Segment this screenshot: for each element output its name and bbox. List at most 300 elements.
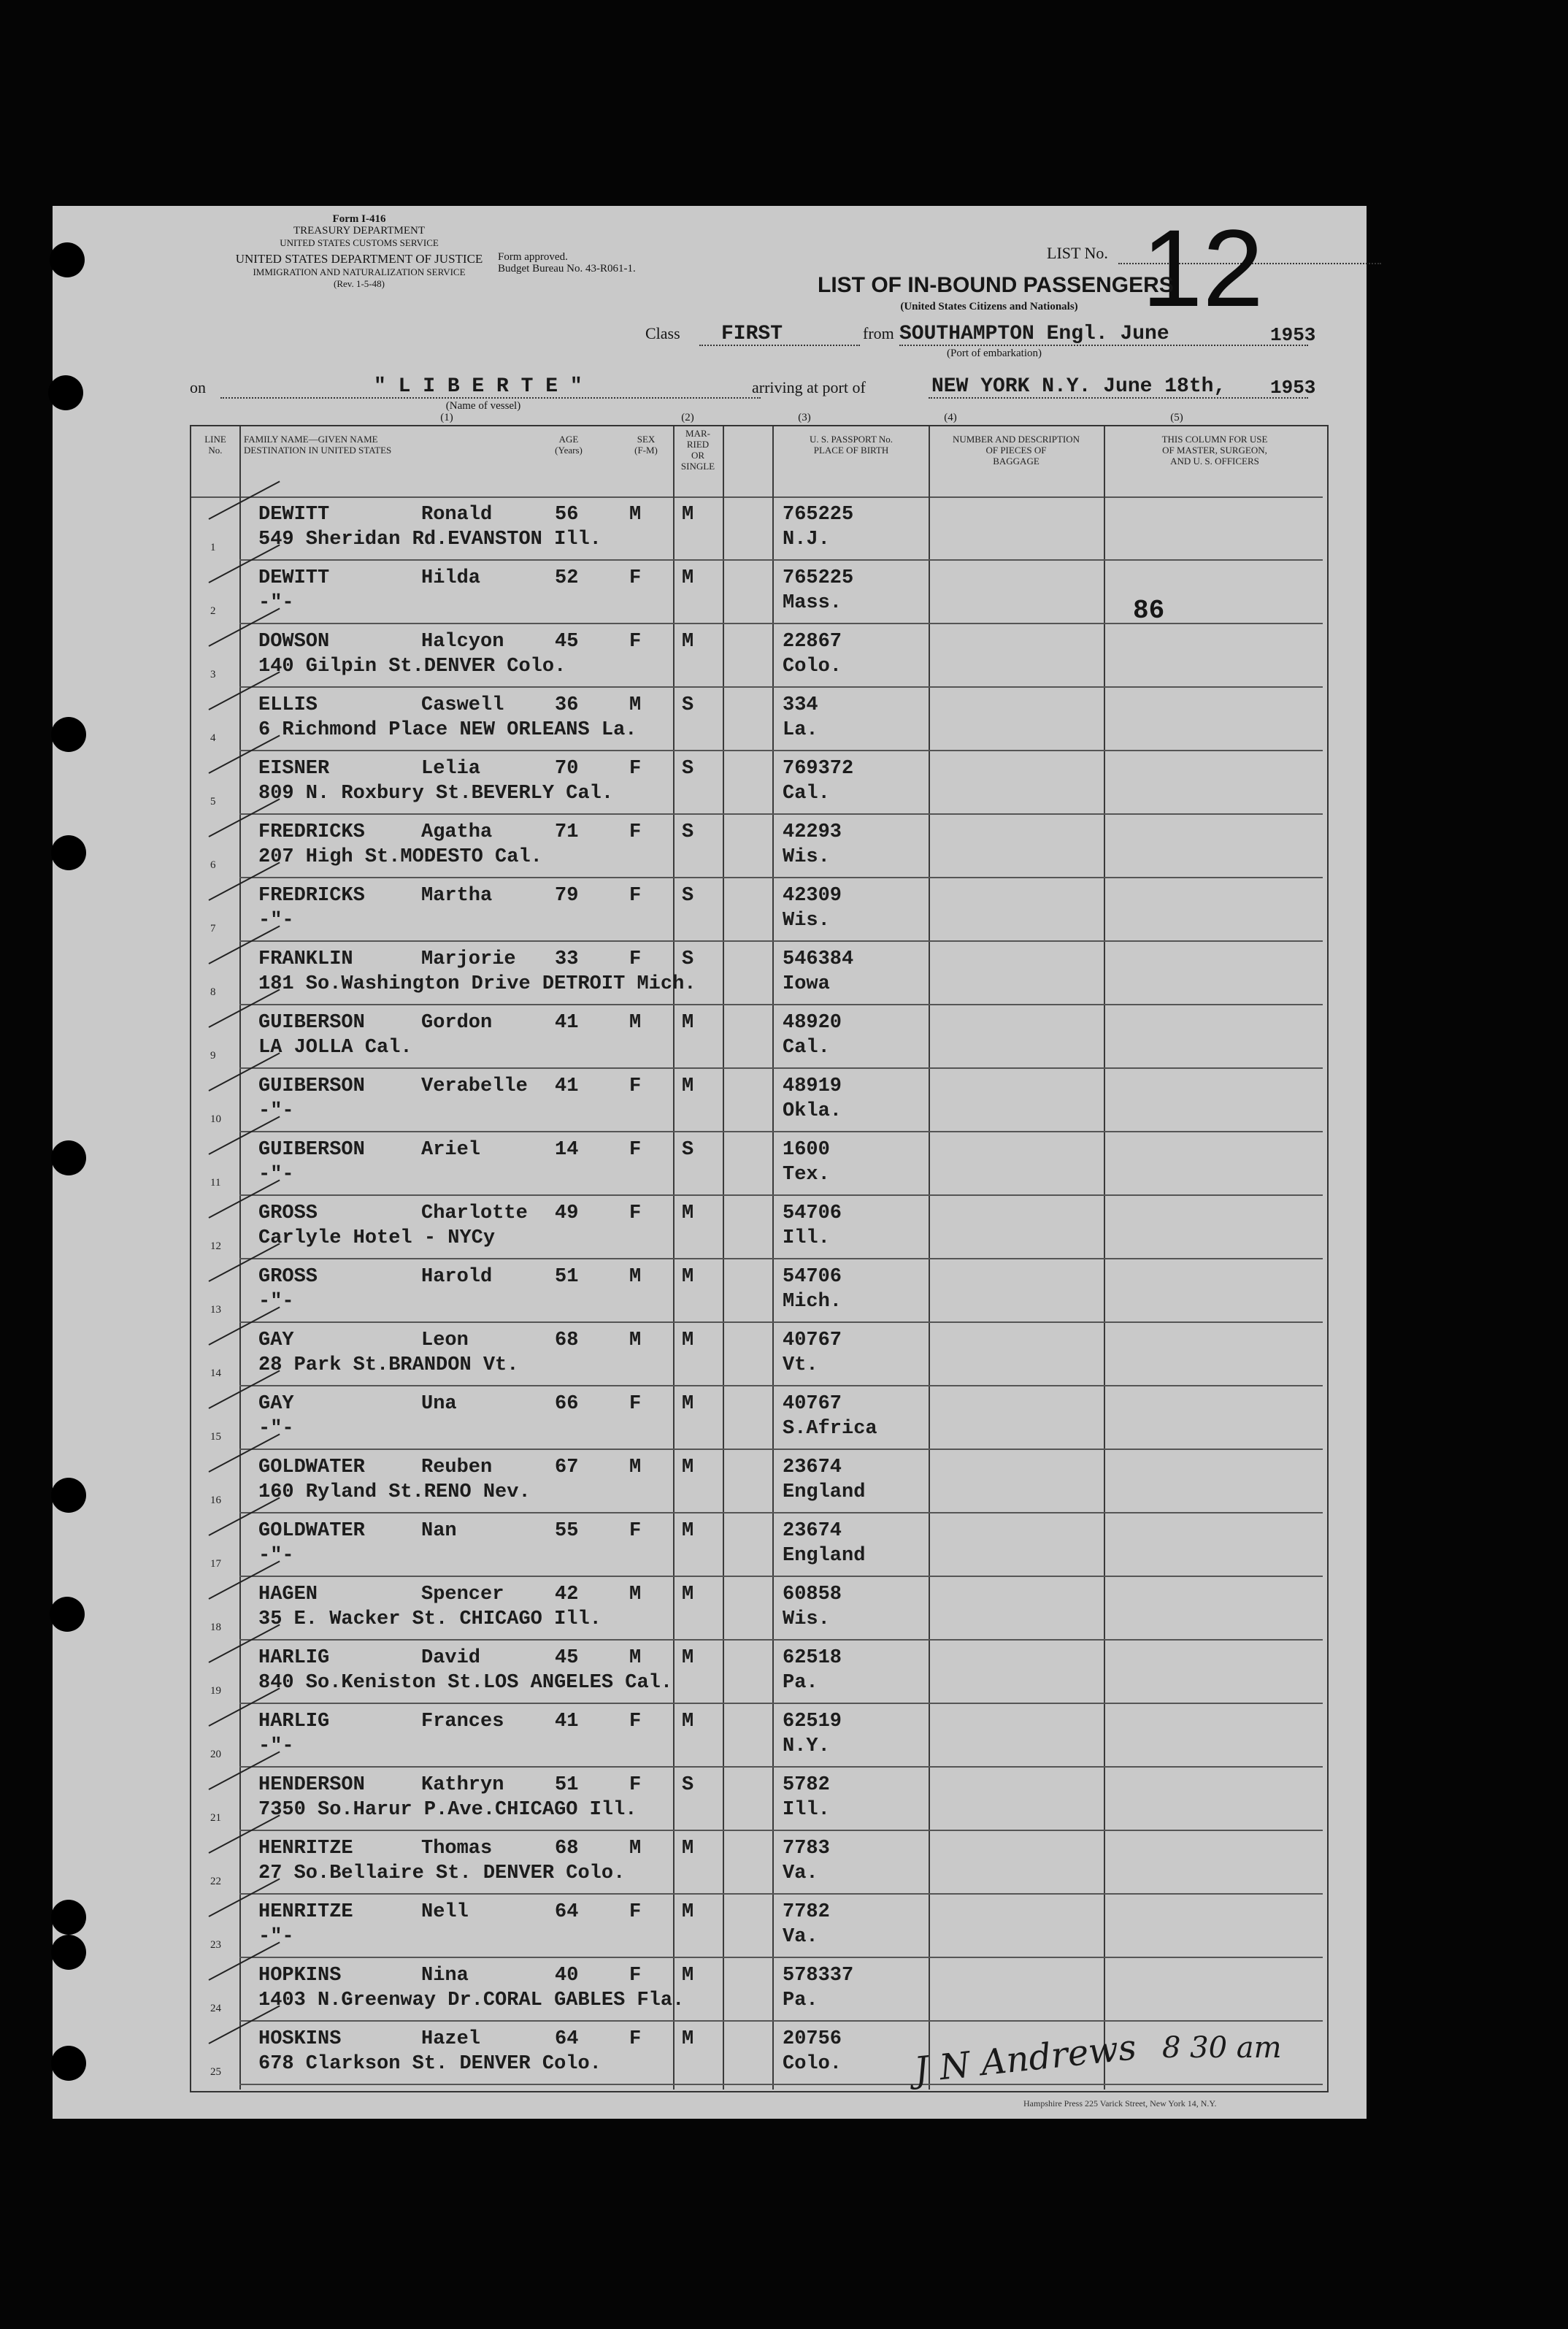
department-of-justice: UNITED STATES DEPARTMENT OF JUSTICE [235, 252, 483, 266]
cell-given: Harold [421, 1266, 493, 1288]
table-row [53, 1132, 1367, 1195]
cell-birth: S.Africa [783, 1418, 877, 1440]
cell-passport: 42309 [783, 885, 842, 907]
cell-ms: M [682, 1012, 694, 1034]
cell-sex: M [629, 1457, 642, 1478]
cell-family: FREDRICKS [258, 885, 365, 907]
cell-sex: F [629, 1202, 642, 1224]
cell-family: DEWITT [258, 567, 330, 589]
cell-family: FREDRICKS [258, 821, 365, 843]
punch-hole [51, 1140, 86, 1175]
col-header-age: AGE (Years) [555, 434, 583, 456]
cell-sex: F [629, 631, 642, 653]
cell-passport: 23674 [783, 1520, 842, 1542]
cell-family: EISNER [258, 758, 330, 780]
cell-sex: F [629, 1965, 642, 1987]
cell-passport: 22867 [783, 631, 842, 653]
line-number: 18 [210, 1622, 221, 1633]
cell-sex: F [629, 821, 642, 843]
cell-birth: N.J. [783, 529, 830, 550]
cell-given: Caswell [421, 694, 504, 716]
line-number: 11 [210, 1177, 221, 1189]
port-embark-caption: (Port of embarkation) [947, 348, 1042, 359]
year-embark: 1953 [1270, 324, 1316, 346]
vessel-name: " L I B E R T E " [374, 375, 583, 398]
cell-given: Kathryn [421, 1774, 504, 1796]
cell-given: Ronald [421, 504, 493, 526]
line-number: 25 [210, 2066, 221, 2078]
cell-sex: F [629, 1075, 642, 1097]
line-number: 14 [210, 1367, 221, 1379]
line-number: 5 [210, 796, 216, 807]
cell-dest: 840 So.Keniston St.LOS ANGELES Cal. [258, 1672, 673, 1694]
cell-sex: M [629, 1584, 642, 1605]
cell-family: HAGEN [258, 1584, 318, 1605]
line-number: 17 [210, 1558, 221, 1570]
cell-given: Nina [421, 1965, 469, 1987]
table-row [53, 814, 1367, 878]
cell-sex: F [629, 1393, 642, 1415]
table-row [53, 1957, 1367, 2021]
cell-age: 64 [555, 2028, 579, 2050]
punch-hole [51, 835, 86, 870]
cell-age: 41 [555, 1012, 579, 1034]
col-header-line-no: LINE No. [204, 434, 226, 456]
manifest-page [53, 206, 1367, 2119]
treasury-department: TREASURY DEPARTMENT [293, 225, 426, 237]
punch-hole [51, 1478, 86, 1513]
cell-given: Halcyon [421, 631, 504, 653]
cell-family: DEWITT [258, 504, 330, 526]
cell-birth: La. [783, 719, 818, 741]
cell-family: HENDERSON [258, 1774, 365, 1796]
cell-sex: F [629, 1901, 642, 1923]
cell-age: 67 [555, 1457, 579, 1478]
printer-imprint: Hampshire Press 225 Varick Street, New York 14, N.Y. [1023, 2098, 1217, 2109]
table-row [53, 1640, 1367, 1703]
punch-hole [48, 375, 83, 410]
col-number-4: (4) [944, 412, 957, 423]
cell-dest: 6 Richmond Place NEW ORLEANS La. [258, 719, 637, 741]
cell-passport: 48919 [783, 1075, 842, 1097]
cell-family: GUIBERSON [258, 1012, 365, 1034]
cell-age: 66 [555, 1393, 579, 1415]
cell-age: 42 [555, 1584, 579, 1605]
table-row [53, 1322, 1367, 1386]
cell-age: 64 [555, 1901, 579, 1923]
table-row [53, 1703, 1367, 1767]
cell-dest: Carlyle Hotel - NYCy [258, 1227, 496, 1249]
cell-dest: 1403 N.Greenway Dr.CORAL GABLES Fla. [258, 1990, 685, 2011]
row-rule [239, 2084, 1323, 2085]
cell-birth: Tex. [783, 1164, 830, 1186]
cell-birth: Colo. [783, 2053, 842, 2075]
cell-ms: S [682, 1774, 694, 1796]
cell-given: Martha [421, 885, 493, 907]
col-header-baggage: NUMBER AND DESCRIPTION OF PIECES OF BAGGAGE [952, 434, 1080, 467]
cell-family: HARLIG [258, 1647, 330, 1669]
line-number: 15 [210, 1431, 221, 1443]
line-number: 13 [210, 1304, 221, 1316]
cell-age: 52 [555, 567, 579, 589]
table-row [53, 1195, 1367, 1259]
cell-family: GUIBERSON [258, 1075, 365, 1097]
cell-ms: M [682, 504, 694, 526]
cell-dest: -"- [258, 592, 294, 614]
cell-birth: Wis. [783, 846, 830, 868]
line-number: 10 [210, 1113, 221, 1125]
table-row [53, 624, 1367, 687]
cell-passport: 62519 [783, 1711, 842, 1733]
cell-age: 51 [555, 1774, 579, 1796]
cell-birth: Ill. [783, 1799, 830, 1821]
cell-dest: 678 Clarkson St. DENVER Colo. [258, 2053, 602, 2075]
cell-sex: F [629, 1139, 642, 1161]
cell-ms: S [682, 758, 694, 780]
line-number: 22 [210, 1876, 221, 1887]
line-number: 7 [210, 923, 216, 935]
line-number: 16 [210, 1495, 221, 1506]
table-row [53, 941, 1367, 1005]
cell-sex: M [629, 1647, 642, 1669]
cell-given: Spencer [421, 1584, 504, 1605]
cell-age: 56 [555, 504, 579, 526]
cell-dest: -"- [258, 1164, 294, 1186]
vessel-caption: (Name of vessel) [445, 400, 521, 412]
list-no-label: LIST No. [1047, 244, 1108, 262]
cell-birth: N.Y. [783, 1735, 830, 1757]
officer-note: 86 [1133, 596, 1165, 626]
cell-birth: Mich. [783, 1291, 842, 1313]
cell-ms: M [682, 1901, 694, 1923]
cell-dest: -"- [258, 910, 294, 932]
cell-dest: 140 Gilpin St.DENVER Colo. [258, 656, 566, 678]
cell-age: 49 [555, 1202, 579, 1224]
col-number-2: (2) [681, 412, 694, 423]
cell-dest: -"- [258, 1418, 294, 1440]
line-number: 1 [210, 542, 216, 553]
revision-label: (Rev. 1-5-48) [334, 278, 385, 289]
punch-hole [51, 1900, 86, 1935]
cell-birth: England [783, 1481, 866, 1503]
cell-birth: Cal. [783, 1037, 830, 1059]
cell-sex: F [629, 1520, 642, 1542]
punch-hole [50, 242, 85, 277]
cell-given: Thomas [421, 1838, 493, 1860]
cell-given: Hilda [421, 567, 481, 589]
cell-birth: Okla. [783, 1100, 842, 1122]
cell-passport: 40767 [783, 1330, 842, 1351]
cell-age: 41 [555, 1711, 579, 1733]
form-approved: Form approved. [498, 251, 568, 263]
cell-age: 45 [555, 631, 579, 653]
cell-passport: 7782 [783, 1901, 830, 1923]
cell-passport: 578337 [783, 1965, 854, 1987]
table-row [53, 1576, 1367, 1640]
cell-age: 70 [555, 758, 579, 780]
cell-dest: -"- [258, 1545, 294, 1567]
cell-family: HOSKINS [258, 2028, 342, 2050]
col-header-sex: SEX (F-M) [634, 434, 658, 456]
cell-passport: 5782 [783, 1774, 830, 1796]
cell-family: DOWSON [258, 631, 330, 653]
cell-family: GROSS [258, 1202, 318, 1224]
cell-given: David [421, 1647, 481, 1669]
cell-passport: 7783 [783, 1838, 830, 1860]
cell-given: Hazel [421, 2028, 481, 2050]
punch-hole [51, 717, 86, 752]
cell-dest: 809 N. Roxbury St.BEVERLY Cal. [258, 783, 614, 805]
cell-passport: 1600 [783, 1139, 830, 1161]
cell-passport: 60858 [783, 1584, 842, 1605]
punch-hole [51, 1935, 86, 1970]
cell-passport: 40767 [783, 1393, 842, 1415]
table-row [53, 1005, 1367, 1068]
punch-hole [51, 2046, 86, 2081]
cell-given: Frances [421, 1711, 504, 1733]
time-note: 8 30 am [1162, 2031, 1282, 2065]
line-number: 4 [210, 732, 216, 744]
cell-age: 68 [555, 1838, 579, 1860]
col-number-5: (5) [1170, 412, 1183, 423]
cell-passport: 546384 [783, 948, 854, 970]
from-label: from [863, 324, 894, 342]
col-header-passport: U. S. PASSPORT No. PLACE OF BIRTH [809, 434, 893, 456]
cell-birth: Pa. [783, 1990, 818, 2011]
cell-given: Ariel [421, 1139, 481, 1161]
cell-age: 55 [555, 1520, 579, 1542]
cell-given: Charlotte [421, 1202, 528, 1224]
cell-passport: 23674 [783, 1457, 842, 1478]
cell-family: HOPKINS [258, 1965, 342, 1987]
cell-ms: S [682, 885, 694, 907]
year-arrival: 1953 [1270, 377, 1316, 399]
cell-ms: M [682, 1393, 694, 1415]
cell-ms: M [682, 631, 694, 653]
cell-ms: M [682, 1584, 694, 1605]
cell-birth: Wis. [783, 1608, 830, 1630]
cell-ms: M [682, 1457, 694, 1478]
cell-sex: F [629, 758, 642, 780]
cell-birth: Va. [783, 1862, 818, 1884]
cell-ms: S [682, 694, 694, 716]
cell-passport: 42293 [783, 821, 842, 843]
cell-passport: 48920 [783, 1012, 842, 1034]
cell-sex: F [629, 567, 642, 589]
line-number: 8 [210, 986, 216, 998]
cell-birth: Pa. [783, 1672, 818, 1694]
inspector-signature: J N Andrews [912, 2027, 1139, 2091]
cell-age: 71 [555, 821, 579, 843]
cell-ms: M [682, 1965, 694, 1987]
punch-hole [50, 1597, 85, 1632]
cell-passport: 765225 [783, 567, 854, 589]
col-number-1: (1) [440, 412, 453, 423]
cell-given: Una [421, 1393, 457, 1415]
cell-age: 68 [555, 1330, 579, 1351]
col-header-officers: THIS COLUMN FOR USE OF MASTER, SURGEON, AND U. S. OFFICERS [1161, 434, 1268, 467]
cell-birth: Iowa [783, 973, 830, 995]
cell-dest: -"- [258, 1291, 294, 1313]
table-row [53, 560, 1367, 624]
cell-sex: M [629, 1012, 642, 1034]
cell-given: Nan [421, 1520, 457, 1542]
line-number: 19 [210, 1685, 221, 1697]
cell-family: GOLDWATER [258, 1520, 365, 1542]
cell-passport: 62518 [783, 1647, 842, 1669]
cell-given: Nell [421, 1901, 469, 1923]
cell-birth: Va. [783, 1926, 818, 1948]
cell-ms: S [682, 948, 694, 970]
line-number: 6 [210, 859, 216, 871]
table-row [53, 1767, 1367, 1830]
cell-passport: 20756 [783, 2028, 842, 2050]
cell-ms: M [682, 1202, 694, 1224]
table-row [53, 1259, 1367, 1322]
line-number: 3 [210, 669, 216, 680]
cell-sex: F [629, 1774, 642, 1796]
cell-sex: F [629, 948, 642, 970]
line-number: 2 [210, 605, 216, 617]
cell-age: 41 [555, 1075, 579, 1097]
cell-passport: 334 [783, 694, 818, 716]
line-number: 9 [210, 1050, 216, 1062]
list-subtitle: (United States Citizens and Nationals) [900, 301, 1078, 312]
cell-age: 45 [555, 1647, 579, 1669]
cell-sex: F [629, 2028, 642, 2050]
col-header-married: MAR- RIED OR SINGLE [680, 428, 715, 472]
table-row [53, 1449, 1367, 1513]
cell-given: Gordon [421, 1012, 493, 1034]
cell-ms: M [682, 1330, 694, 1351]
form-number: Form I-416 [332, 213, 386, 225]
cell-family: FRANKLIN [258, 948, 353, 970]
cell-dest: 207 High St.MODESTO Cal. [258, 846, 542, 868]
ins-label: IMMIGRATION AND NATURALIZATION SERVICE [253, 266, 466, 277]
cell-sex: F [629, 1711, 642, 1733]
cell-passport: 765225 [783, 504, 854, 526]
cell-sex: M [629, 504, 642, 526]
cell-dest: 27 So.Bellaire St. DENVER Colo. [258, 1862, 626, 1884]
cell-sex: M [629, 1330, 642, 1351]
cell-birth: Colo. [783, 656, 842, 678]
cell-ms: M [682, 1520, 694, 1542]
cell-family: GROSS [258, 1266, 318, 1288]
list-number: 12 [1142, 207, 1264, 329]
line-number: 12 [210, 1240, 221, 1252]
table-row [53, 1830, 1367, 1894]
cell-dest: 35 E. Wacker St. CHICAGO Ill. [258, 1608, 602, 1630]
cell-given: Agatha [421, 821, 493, 843]
budget-bureau: Budget Bureau No. 43-R061-1. [498, 263, 636, 275]
list-title: LIST OF IN-BOUND PASSENGERS [818, 273, 1174, 297]
cell-age: 40 [555, 1965, 579, 1987]
cell-dest: -"- [258, 1926, 294, 1948]
arriving-label: arriving at port of [752, 378, 866, 396]
cell-birth: Cal. [783, 783, 830, 805]
cell-family: ELLIS [258, 694, 318, 716]
cell-dest: 7350 So.Harur P.Ave.CHICAGO Ill. [258, 1799, 637, 1821]
arrival-port: NEW YORK N.Y. June 18th, [931, 375, 1226, 398]
cell-age: 36 [555, 694, 579, 716]
cell-given: Verabelle [421, 1075, 528, 1097]
table-row [53, 1894, 1367, 1957]
cell-birth: Ill. [783, 1227, 830, 1249]
cell-family: GAY [258, 1330, 294, 1351]
cell-dest: 549 Sheridan Rd.EVANSTON Ill. [258, 529, 602, 550]
on-label: on [190, 378, 206, 396]
cell-passport: 54706 [783, 1202, 842, 1224]
cell-family: GUIBERSON [258, 1139, 365, 1161]
cell-family: HENRITZE [258, 1901, 353, 1923]
table-row [53, 878, 1367, 941]
col-header-name: FAMILY NAME—GIVEN NAME DESTINATION IN UNITED STATES [244, 434, 392, 456]
cell-given: Reuben [421, 1457, 493, 1478]
cell-given: Lelia [421, 758, 481, 780]
cell-sex: M [629, 1838, 642, 1860]
table-row [53, 1068, 1367, 1132]
cell-age: 51 [555, 1266, 579, 1288]
cell-given: Leon [421, 1330, 469, 1351]
cell-ms: M [682, 2028, 694, 2050]
table-row [53, 751, 1367, 814]
line-number: 21 [210, 1812, 221, 1824]
cell-age: 33 [555, 948, 579, 970]
cell-ms: M [682, 567, 694, 589]
class-value: FIRST [721, 323, 783, 345]
line-number: 20 [210, 1749, 221, 1760]
cell-age: 14 [555, 1139, 579, 1161]
cell-ms: M [682, 1647, 694, 1669]
cell-birth: Mass. [783, 592, 842, 614]
cell-ms: S [682, 821, 694, 843]
class-label: Class [645, 324, 680, 342]
cell-sex: M [629, 694, 642, 716]
cell-ms: M [682, 1711, 694, 1733]
cell-dest: -"- [258, 1100, 294, 1122]
cell-ms: M [682, 1075, 694, 1097]
cell-dest: -"- [258, 1735, 294, 1757]
col-number-3: (3) [798, 412, 811, 423]
cell-birth: England [783, 1545, 866, 1567]
customs-service: UNITED STATES CUSTOMS SERVICE [280, 237, 439, 248]
cell-ms: S [682, 1139, 694, 1161]
cell-dest: 28 Park St.BRANDON Vt. [258, 1354, 519, 1376]
line-number: 24 [210, 2003, 221, 2014]
cell-passport: 769372 [783, 758, 854, 780]
cell-birth: Wis. [783, 910, 830, 932]
cell-birth: Vt. [783, 1354, 818, 1376]
table-row [53, 687, 1367, 751]
cell-passport: 54706 [783, 1266, 842, 1288]
cell-dest: LA JOLLA Cal. [258, 1037, 412, 1059]
from-value: SOUTHAMPTON Engl. June [899, 323, 1169, 345]
cell-given: Marjorie [421, 948, 516, 970]
table-row [53, 1386, 1367, 1449]
cell-family: HARLIG [258, 1711, 330, 1733]
cell-sex: M [629, 1266, 642, 1288]
line-number: 23 [210, 1939, 221, 1951]
cell-family: HENRITZE [258, 1838, 353, 1860]
cell-dest: 160 Ryland St.RENO Nev. [258, 1481, 531, 1503]
cell-sex: F [629, 885, 642, 907]
cell-family: GOLDWATER [258, 1457, 365, 1478]
cell-family: GAY [258, 1393, 294, 1415]
cell-dest: 181 So.Washington Drive DETROIT Mich. [258, 973, 696, 995]
table-row [53, 1513, 1367, 1576]
table-row [53, 496, 1367, 560]
cell-ms: M [682, 1838, 694, 1860]
